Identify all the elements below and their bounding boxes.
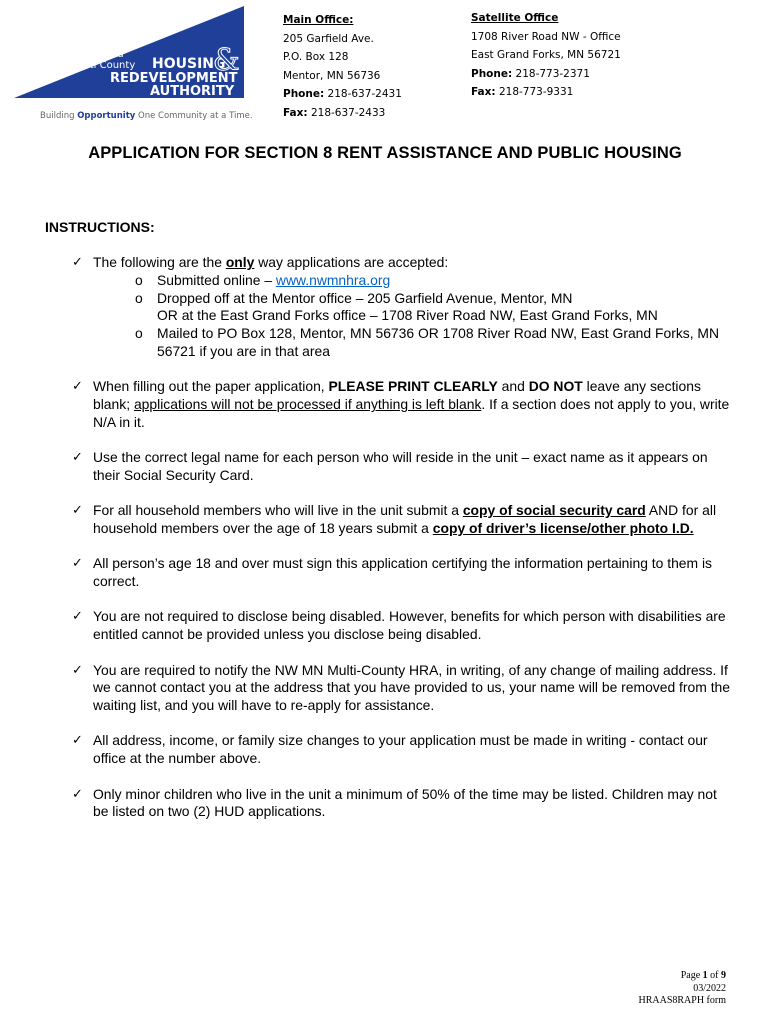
checkmark-icon: ✓: [72, 609, 83, 625]
page-current: 1: [702, 970, 708, 981]
main-office-title: Main Office:: [283, 14, 354, 26]
document-title: APPLICATION FOR SECTION 8 RENT ASSISTANCE AND PUBLIC HOUSING: [88, 144, 682, 162]
instruction-item-5: [72, 555, 732, 591]
tagline-post: One Community at a Time.: [135, 111, 253, 121]
tagline-bold: Opportunity: [77, 111, 136, 121]
logo-authority: AUTHORITY: [150, 84, 235, 99]
method-online-pre: Submitted online –: [157, 271, 276, 288]
logo-line2: Minnesota: [72, 49, 124, 60]
instruction-4-mid: AND for all household members over the age of 18 years submit a: [93, 502, 717, 537]
method-dropoff: [93, 290, 732, 308]
instruction-2-pre: When filling out the paper application,: [93, 378, 329, 395]
sub-bullet-icon: o: [135, 271, 143, 288]
instruction-item-3: [72, 449, 732, 485]
instruction-4-ssc: copy of social security card: [462, 502, 646, 519]
method-online: [93, 272, 732, 290]
satellite-office-fax-row: [471, 83, 621, 102]
tagline-pre: Building: [40, 111, 78, 121]
satellite-office-title: Satellite Office: [471, 12, 559, 24]
main-office-fax: 218-637-2433: [307, 106, 386, 119]
satellite-office-phone-label: Phone:: [471, 67, 513, 80]
logo-tagline: [40, 111, 253, 121]
logo-redevelopment: REDEVELOPMENT: [110, 71, 238, 86]
page-footer: [638, 970, 726, 1008]
hra-logo-graphic: [14, 6, 254, 116]
instruction-4-license: copy of driver’s license/other photo I.D.: [432, 520, 694, 537]
main-office-fax-label: Fax:: [283, 106, 308, 119]
logo-ampersand: &: [213, 43, 240, 78]
logo-line3: Multi County: [72, 60, 136, 71]
satellite-office-block: [471, 9, 621, 102]
sub-bullet-icon: o: [135, 325, 143, 342]
instruction-3-text: Use the correct legal name for each person who will reside in the unit – exact name as it appears on their Social Security Card.: [93, 449, 708, 483]
instructions-heading: INSTRUCTIONS:: [45, 219, 155, 235]
instruction-item-1: [72, 254, 732, 361]
instruction-2-bold2: DO NOT: [528, 378, 583, 395]
checkmark-icon: ✓: [72, 255, 83, 270]
instruction-5-text: All person’s age 18 and over must sign this application certifying the information pertaining to them is correct.: [93, 555, 712, 590]
checkmark-icon: ✓: [72, 379, 83, 395]
satellite-office-fax-label: Fax:: [471, 86, 496, 98]
main-office-address1: 205 Garfield Ave.: [283, 32, 374, 45]
instruction-4-pre: For all household members who will live in the unit submit a: [93, 502, 463, 519]
logo-line1: Northwest: [72, 38, 124, 49]
instruction-2-mid2: leave any sections blank;: [93, 378, 701, 413]
instruction-item-4: [72, 502, 732, 538]
instruction-7-text: You are required to notify the NW MN Multi-County HRA, in writing, of any change of mailing address. If we cannot contact you at the address that you have provided to us, your name will be removed from the waiting list, and you will have to re-apply for assistance.: [93, 661, 731, 714]
hra-logo: [14, 6, 254, 126]
instruction-item-9: [72, 786, 732, 822]
page-of: of: [707, 970, 721, 981]
instruction-2-post: . If a section does not apply to you, write N/A in it.: [93, 396, 730, 430]
satellite-office-address2: East Grand Forks, MN 56721: [471, 49, 621, 61]
main-office-fax-row: [283, 104, 402, 123]
main-office-phone-label: Phone:: [283, 88, 325, 100]
form-id: HRAAS8RAPH form: [638, 995, 726, 1006]
instructions-list: [72, 254, 732, 839]
instruction-1-text: [93, 254, 732, 272]
instruction-9-text: Only minor children who live in the unit a minimum of 50% of the time may be listed. Children may not be listed on two (2) HUD applications.: [93, 785, 717, 820]
checkmark-icon: ✓: [72, 786, 83, 802]
checkmark-icon: ✓: [72, 556, 83, 572]
satellite-office-address1: 1708 River Road NW - Office: [471, 30, 621, 43]
logo-housing: HOUSING: [152, 56, 226, 72]
method-mail: [93, 325, 732, 361]
checkmark-icon: ✓: [72, 503, 83, 519]
main-office-block: [283, 11, 402, 122]
form-date: 03/2022: [693, 982, 726, 994]
checkmark-icon: ✓: [72, 450, 83, 466]
main-office-address2: P.O. Box 128: [283, 51, 349, 63]
method-dropoff-line2: OR at the East Grand Forks office – 1708 River Road NW, East Grand Forks, MN: [157, 307, 658, 324]
method-dropoff-line1: Dropped off at the Mentor office – 205 Garfield Avenue, Mentor, MN: [157, 289, 573, 306]
instruction-1-pre: The following are the: [93, 254, 226, 270]
instruction-item-8: [72, 732, 732, 768]
instruction-2-mid: and: [497, 378, 529, 395]
instruction-1-post: way applications are accepted:: [254, 254, 449, 270]
instruction-2-bold1: PLEASE PRINT CLEARLY: [328, 378, 498, 395]
satellite-office-phone-row: [471, 65, 621, 84]
instruction-item-7: [72, 662, 732, 715]
sub-bullet-icon: o: [135, 289, 143, 306]
main-office-phone-row: [283, 85, 402, 104]
satellite-office-phone: 218-773-2371: [512, 67, 590, 80]
page-label: Page: [680, 970, 703, 981]
website-link[interactable]: www.nwmnhra.org: [275, 271, 391, 288]
checkmark-icon: ✓: [72, 733, 83, 749]
main-office-address3: Mentor, MN 56736: [283, 69, 381, 82]
page-number: [638, 970, 726, 983]
method-mail-text: Mailed to PO Box 128, Mentor, MN 56736 OR 1708 River Road NW, East Grand Forks, MN 56721 if you are in that area: [157, 325, 720, 359]
satellite-office-fax: 218-773-9331: [495, 86, 574, 98]
main-office-phone: 218-637-2431: [324, 88, 402, 100]
instruction-2-underline: applications will not be processed if anything is left blank: [133, 396, 482, 413]
instruction-item-6: [72, 608, 732, 644]
instruction-6-text: You are not required to disclose being disabled. However, benefits for which person with disabilities are entitled cannot be provided unless you disclose being disabled.: [93, 608, 726, 643]
instruction-8-text: All address, income, or family size changes to your application must be made in writing - contact our office at the number above.: [93, 732, 708, 767]
instruction-item-2: [72, 378, 732, 431]
checkmark-icon: ✓: [72, 662, 83, 678]
instruction-1-only: only: [225, 254, 255, 270]
page-total: 9: [721, 970, 726, 981]
